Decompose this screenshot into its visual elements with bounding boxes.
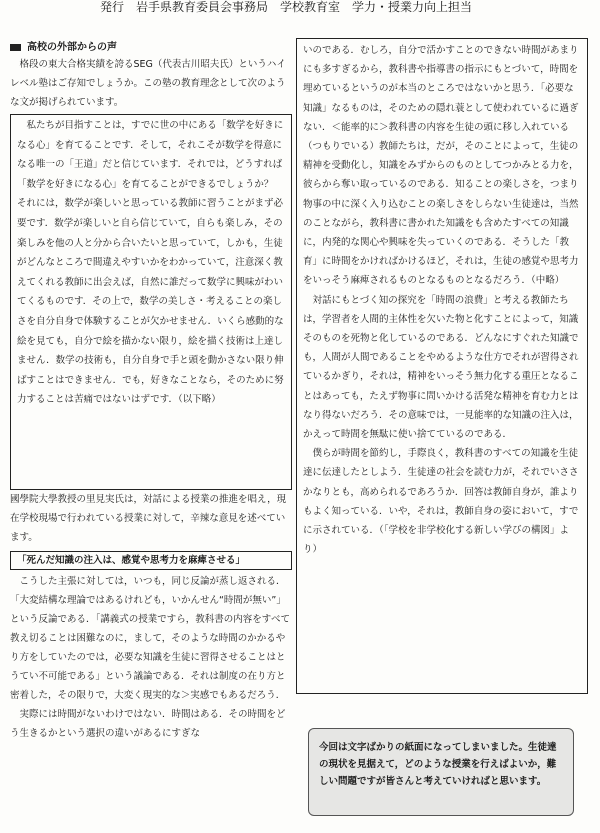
section-title [10, 40, 292, 55]
kokugakuin-paragraph: 國學院大學教授の里見実氏は，対話による授業の推進を唱え，現在学校現場で行われている授業に対して，辛辣な意見を述べています。 [10, 494, 287, 543]
closing-note [308, 728, 574, 816]
square-bullet-icon [10, 44, 21, 51]
right-column [296, 38, 588, 833]
section-title-text: 高校の外部からの声 [27, 42, 117, 53]
left-column [10, 40, 292, 833]
intro-paragraph: 格段の東大合格実績を誇るSEG（代表古川昭夫氏）というハイレベル塾はご存知でしょうか。この塾の教育理念として次のような文が掲げられています。 [10, 59, 286, 108]
right-text-box [296, 38, 588, 694]
left-body-text: こうした主張に対しては，いつも，同じ反論が蒸し返される．「大変結構な理論ではあるけれども，いかんせん“時間が無い”」という反論である．「講義式の授業ですら，教科書の内容をすべて教え切ることは困難なのに，まして，そのような時間のかかるやり方をしていたのでは，必要な知識を生徒に習得させることはとうてい不可能である」という議論である．それは制度の在り方と密着した，その限りで，大変く現実的な＞実感でもあるだろう． 実際には時間がないわけではない．時間はある．その時間をどう生きるかという選択の違いがあるにすぎな [10, 576, 291, 739]
seg-quote-text: 私たちが目指すことは，すでに世の中にある「数学を好きになる心」を育てることです．そして，それこそが数学を得意になる唯一の「王道」だと信じています．それでは，どうすれば「数学を好きになる心」を育てることができるでしょうか？ それには，数学が楽しいと思っている教師に習うことがまず必要です．数学が楽しいと自ら信じていて，自らも楽しみ，その楽しみを他の人と分から合いたいと思っていて，しかも，生徒がどんなところで間違えやすいかをわかっていて，注意深く教えてくれる教師に出会えば，自然に誰だって数学に興味がわいてくるものです．その上で，数学の美しさ・考えることの楽しさを自分自身で体験することが欠かせません．いくら感動的な絵を見ても，自分で絵を描かない限り，絵を描く技術は上達しません．数学の技術も，自分自身で手と頭を動かさない限り伸ばすことはできません．でも，好きなことなら，そのために努力することは苦痛ではないはずです．（以下略） [17, 120, 284, 406]
right-body-text: いのである．むしろ，自分で活かすことのできない時間があまりにも多すぎるから，教科書や指導書の指示にもとづいて，時間を埋めているというのが本当のところではないかと思う．「必要な知識」なるものは，そのための隠れ蓑として使われているに過ぎない．＜能率的に＞教科書の内容を生徒の頭に移し入れている（つもりでいる）教師たちは，だが，そのことによって，生徒の精神を受動化し，知識をみずからのものとしてつかみとる力を，彼らから奪い取っているのである．知ることの楽しさを，つまり物事の中に深く入り込むことの楽しさをしらない生徒達は，当然のことながら，教科書に書かれた知識をも含めたすべての知識に，内発的な関心や興味を失っていくのである．そうした「教育」に時間をかければかけるほど，それは，生徒の感覚や思考力をいっそう麻痺されるものとなるものとなるだろう．（中略） 対話にもとづく知の探究を「時間の浪費」と考える教師たちは，学習者を人間的主体性を欠いた物と化すことによって，知識そのものを死物と化しているのである．どんなにすぐれた知識でも，人間が人間であることをやめるような仕方でそれが習得されているかぎり，それは，精神をいっそう無力化する重圧となることはあっても，たえず物事に問いかける活発な精神を育む力とはなり得ないだろう．その意味では，一見能率的な知識の注入は，かえって時間を無駄に使い捨てているのである． 僕らが時間を節約し，手際良く，教科書のすべての知識を生徒達に伝達したとしよう．生徒達の社会を読む力が，それでいささかなりとも，高められるであろうか．回答は教師自身が，誰よりもよく知っている．いや，それは，教師自身の姿において，すでに示されている．（「学校を非学校化する新しい学びの構図」より） [303, 45, 579, 556]
seg-quote-box [10, 114, 292, 490]
closing-note-text: 今回は文字ばかりの紙面になってしまいました。生徒達の現状を見据えて，どのような授業を行えばよいか，難しい問題ですが皆さんと考えていければと思います。 [319, 742, 557, 787]
sub-heading: 「死んだ知識の注入は、感覚や思考力を麻痺させる」 [10, 551, 292, 570]
issuer-header: 発行 岩手県教育委員会事務局 学校教育室 学力・授業力向上担当 [100, 0, 473, 14]
